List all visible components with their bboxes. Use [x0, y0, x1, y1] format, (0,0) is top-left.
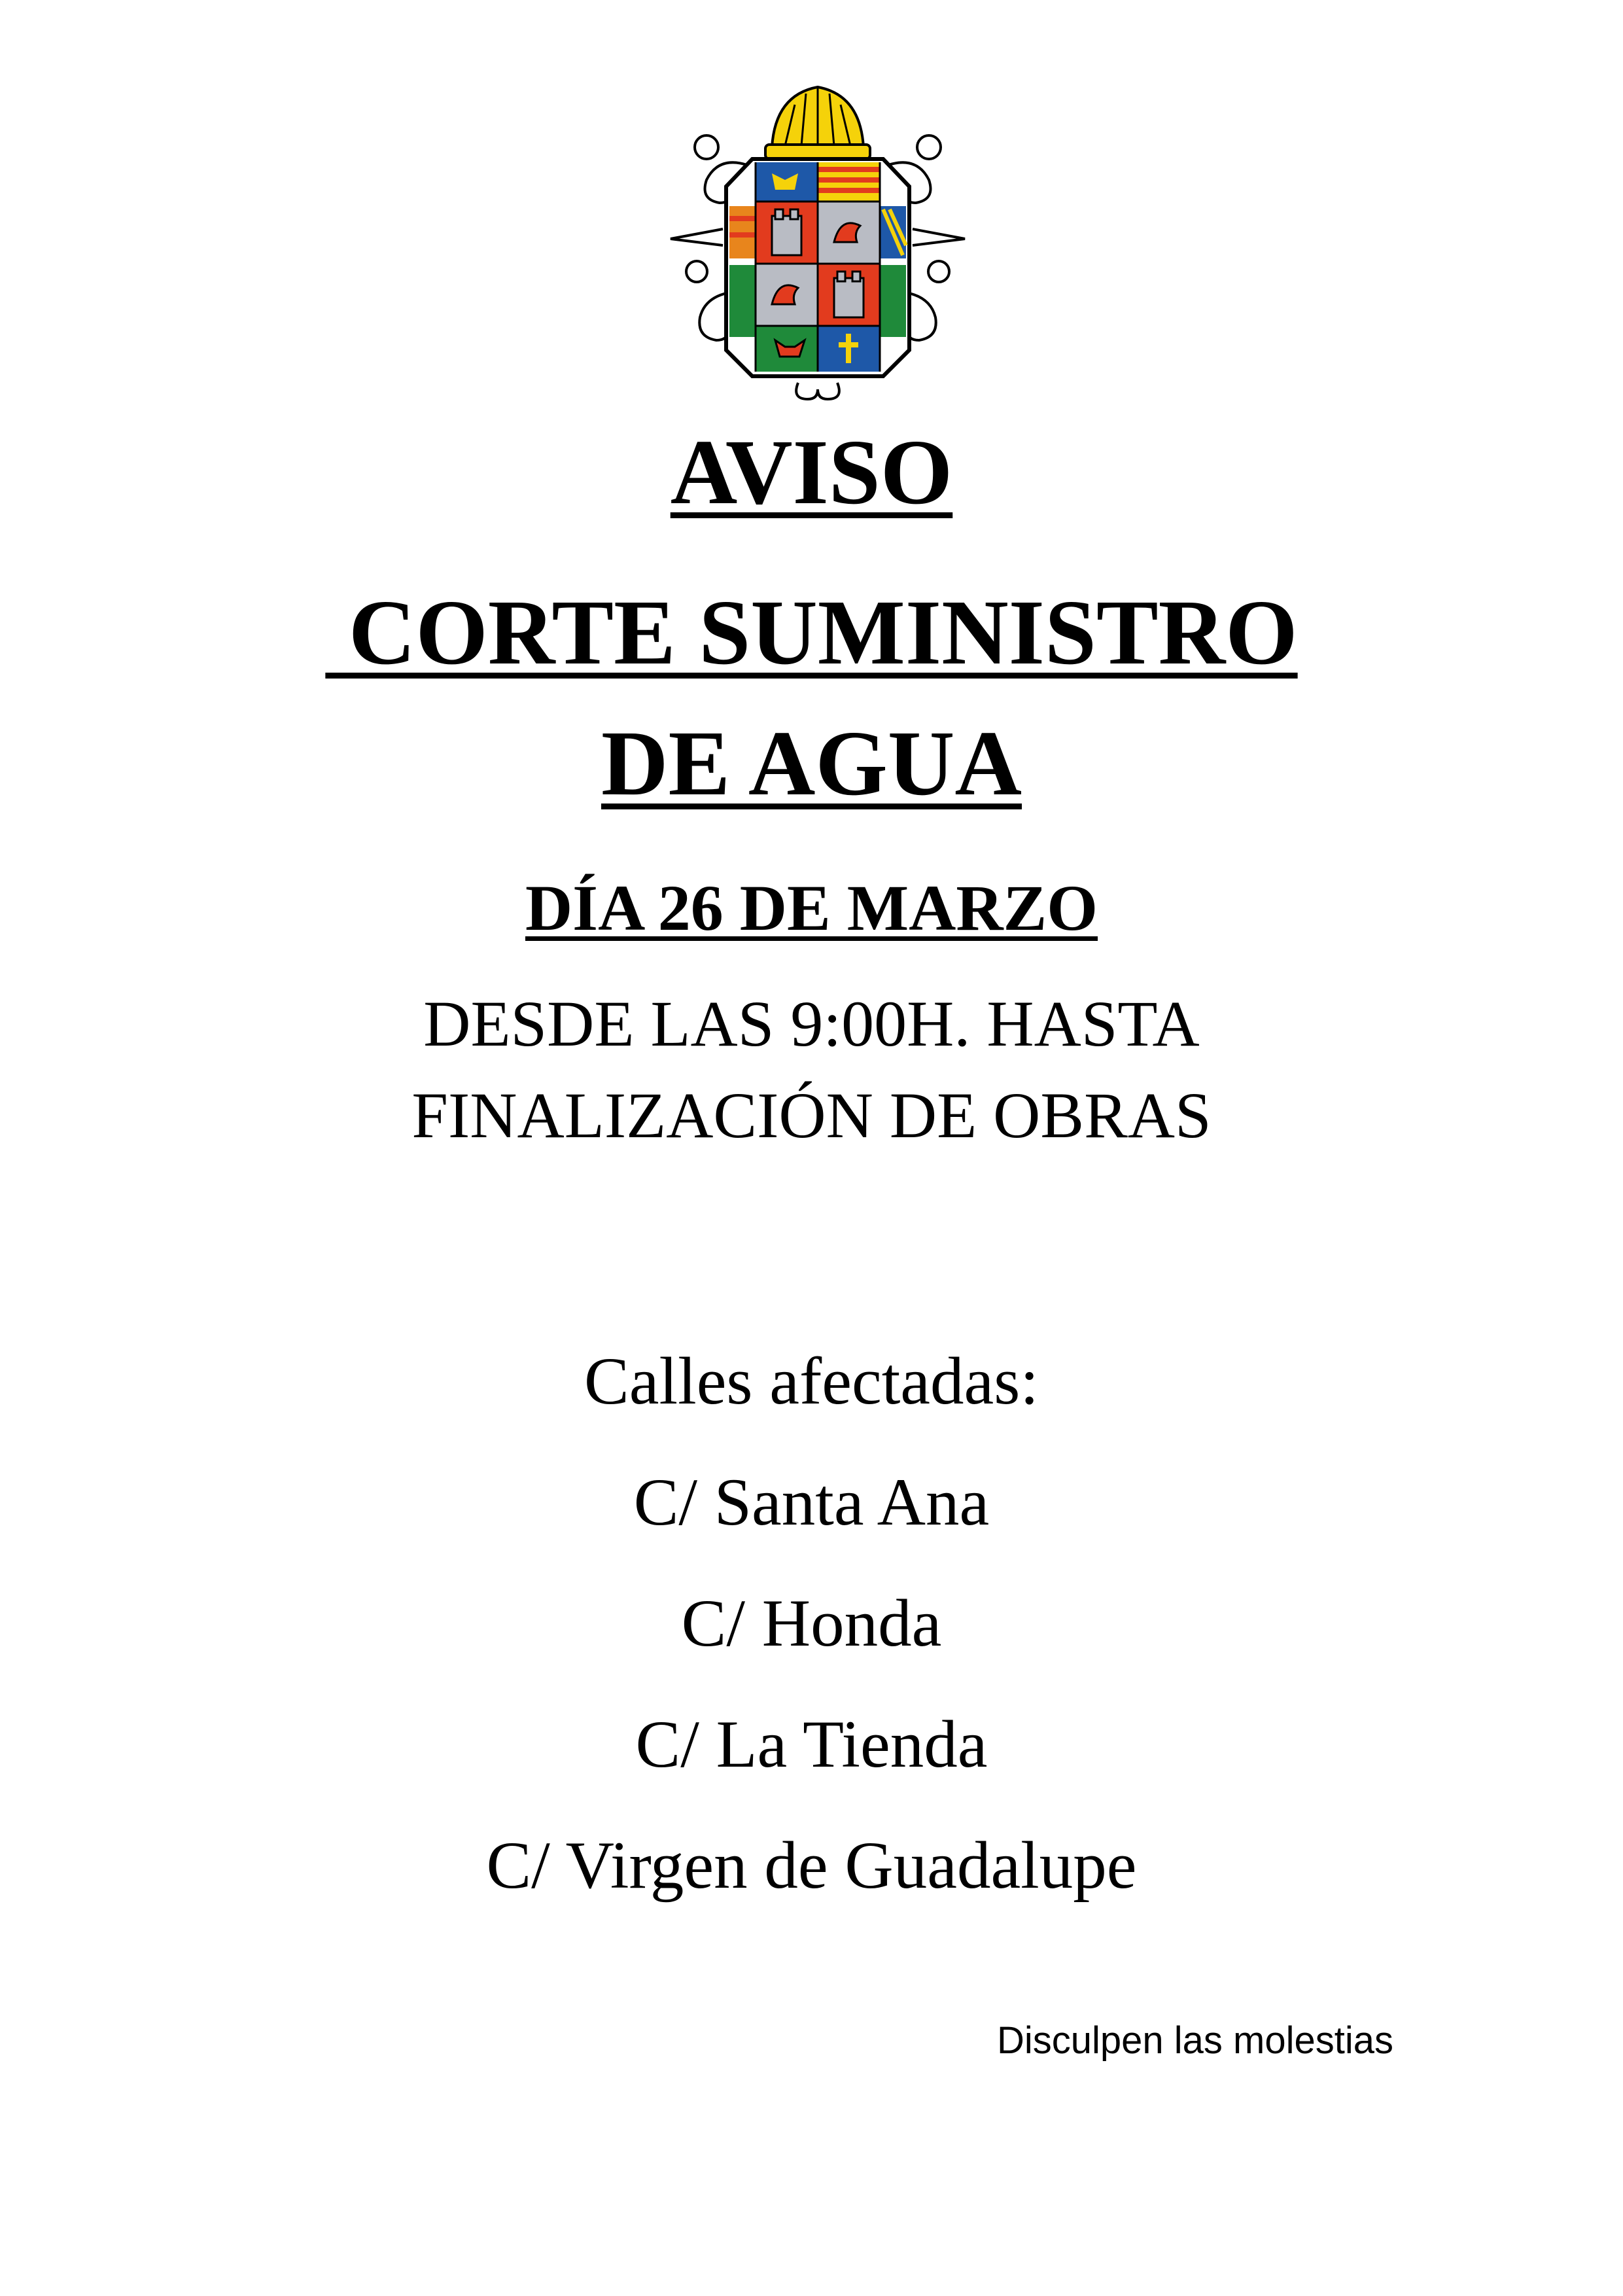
streets-heading: Calles afectadas: — [584, 1344, 1039, 1419]
street-item: C/ La Tienda — [635, 1707, 988, 1782]
notice-title: AVISO — [670, 420, 953, 523]
crown-icon — [765, 87, 870, 159]
notice-subtitle-line2: DE AGUA — [601, 711, 1022, 815]
notice-hours-line1: DESDE LAS 9:00H. HASTA — [423, 987, 1200, 1060]
street-item: C/ Santa Ana — [633, 1465, 990, 1540]
notice-hours-line2: FINALIZACIÓN DE OBRAS — [411, 1079, 1212, 1152]
street-item: C/ Virgen de Guadalupe — [486, 1828, 1137, 1903]
notice-date: DÍA 26 DE MARZO — [525, 872, 1098, 944]
coat-of-arms-icon — [661, 75, 975, 402]
street-item: C/ Honda — [681, 1586, 942, 1661]
apology-note: Disculpen las molestias — [996, 2019, 1393, 2062]
notice-subtitle-line1: CORTE SUMINISTRO — [325, 580, 1298, 684]
